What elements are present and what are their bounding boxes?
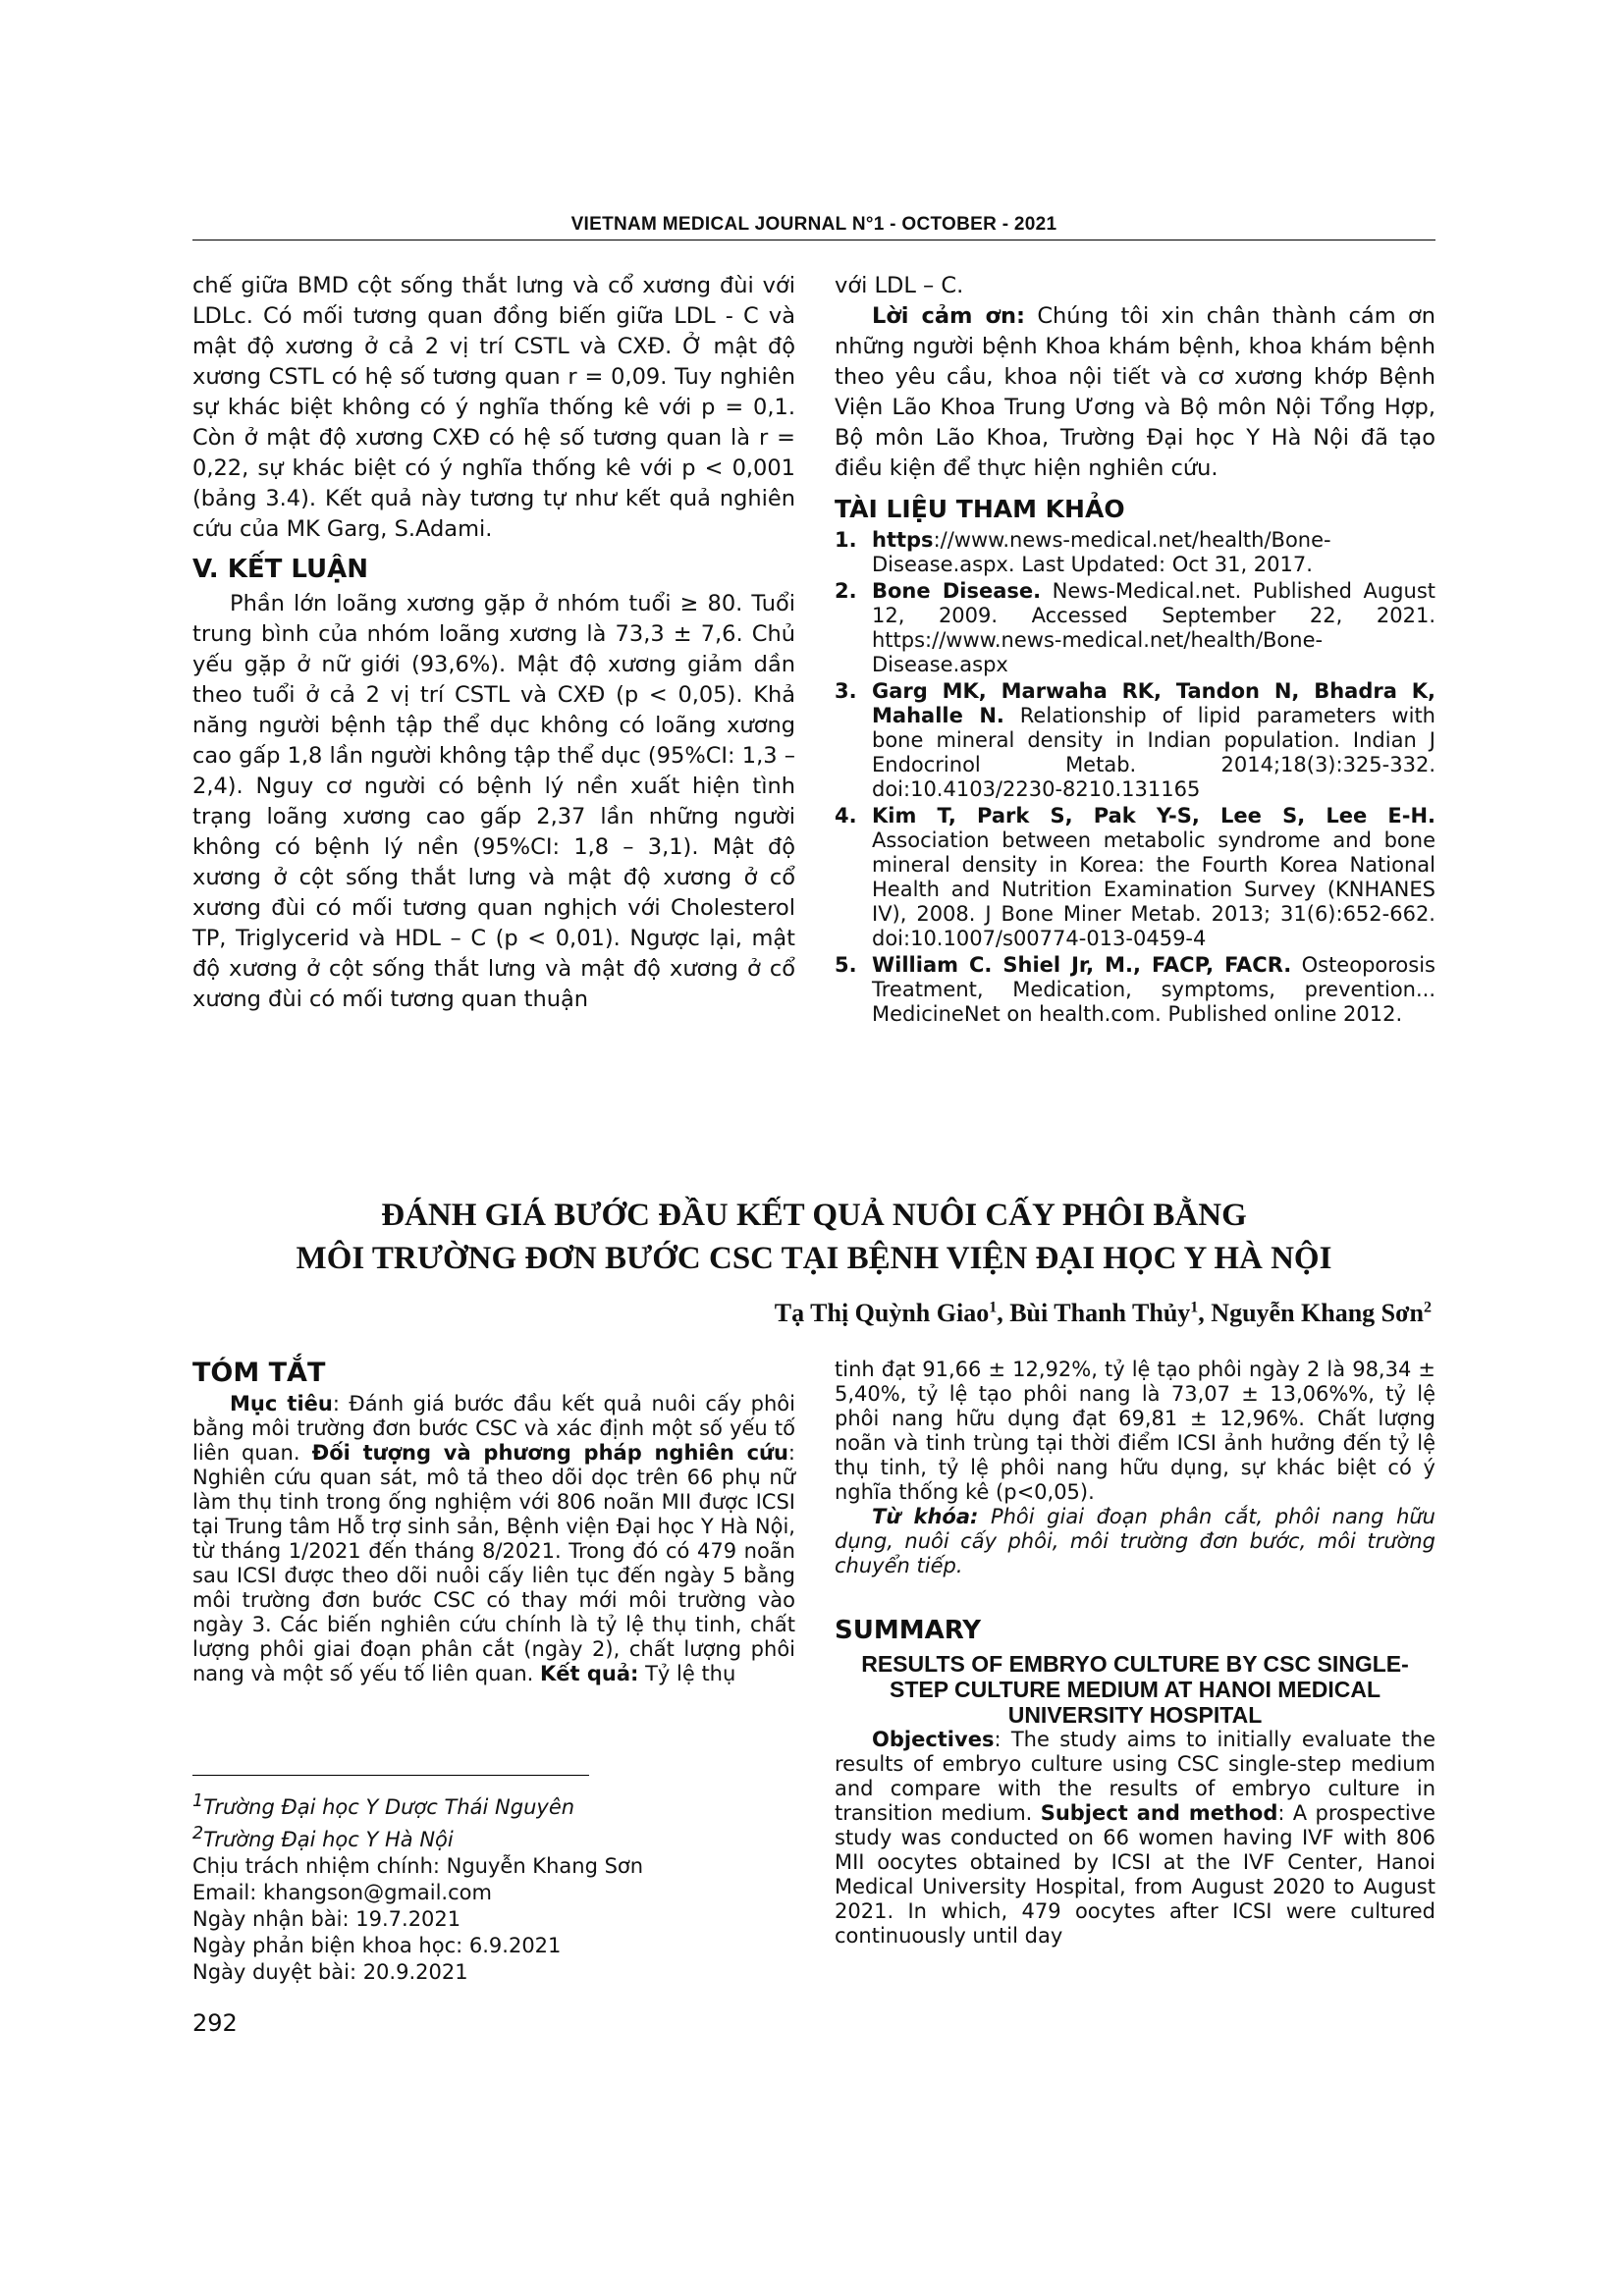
author-name: Nguyễn Khang Sơn — [1211, 1299, 1424, 1327]
journal-header: VIETNAM MEDICAL JOURNAL N°1 - OCTOBER - 2021 — [570, 214, 1057, 235]
received-date: Ngày nhận bài: 19.7.2021 — [192, 1907, 461, 1931]
footnotes — [192, 1789, 643, 1986]
reference-authors: Bone Disease. — [872, 579, 1042, 603]
page-number: 292 — [192, 2009, 238, 2037]
abstract-vi-continued — [835, 1358, 1435, 1578]
conclusion-paragraph: Phần lớn loãng xương gặp ở nhóm tuổi ≥ 80. Tuổi trung bình của nhóm loãng xương là 73,3 ± 7,6. Chủ yếu gặp ở nữ giới (93,6%). Mật độ xương giảm dần theo tuổi ở cả 2 vị trí CSTL và CXĐ (p < 0,05). Khả năng người bệnh tập thể dục không có loãng xương cao gấp 1,8 lần người không tập thể dục (95%CI: 1,3 – 2,4). Nguy cơ người có bệnh lý nền xuất hiện tình trạng loãng xương cao gấp 2,37 lần những người không có bệnh lý nền (95%CI: 1,8 – 3,1). Mật độ xương ở cột sống thắt lưng và mật độ xương ở cổ xương đùi có mối tương quan nghịch với Cholesterol TP, Triglycerid và HDL – C (p < 0,01). Ngược lại, mật độ xương ở cột sống thắt lưng và mật độ xương ở cổ xương đùi có mối tương quan thuận — [192, 591, 795, 1012]
summary-heading: SUMMARY — [835, 1616, 982, 1645]
objective-text: : Đánh giá bước đầu kết quả nuôi cấy phôi bằng môi trường đơn bước CSC và xác định một số yếu tố liên quan. — [192, 1392, 795, 1465]
top-left-column — [192, 271, 795, 1015]
article-title-line1: ĐÁNH GIÁ BƯỚC ĐẦU KẾT QUẢ NUÔI CẤY PHÔI BẰNG — [381, 1198, 1247, 1233]
reference-number: 5. — [835, 953, 857, 977]
author-affiliation: 2 — [1424, 1299, 1432, 1316]
reference-number: 4. — [835, 804, 857, 828]
reference-number: 2. — [835, 579, 857, 603]
reference-authors: Kim T, Park S, Pak Y-S, Lee S, Lee E-H. — [872, 804, 1435, 828]
abstract-heading: TÓM TẮT — [192, 1358, 326, 1388]
reference-item — [835, 579, 1435, 677]
method-text: : Nghiên cứu quan sát, mô tả theo dõi dọc trên 66 phụ nữ làm thụ tinh trong ống nghiệm với 806 noãn MII được ICSI tại Trung tâm Hỗ trợ sinh sản, Bệnh viện Đại học Y Hà Nội, từ tháng 1/2021 đến tháng 8/2021. Trong đó có 479 noãn sau ICSI được theo dõi nuôi cấy liên tục đến ngày 5 bằng môi trường đơn bước CSC có thay mới môi trường vào ngày 3. Các biến nghiên cứu chính là tỷ lệ thụ tinh, chất lượng phôi giai đoạn phân cắt (ngày 2), chất lượng phôi nang và một số yếu tố liên quan. — [192, 1441, 795, 1685]
subject-method-label: Subject and method — [1040, 1801, 1278, 1825]
review-date: Ngày phản biện khoa học: 6.9.2021 — [192, 1934, 562, 1957]
author-affiliation: 1 — [1190, 1299, 1199, 1316]
reference-item — [835, 679, 1435, 802]
reference-list — [835, 528, 1435, 1027]
reference-text: Relationship of lipid parameters with bone mineral density in Indian population. Indian J Endocrinol Metab. 2014;18(3):325-332. doi:10.4103/2230-8210.131165 — [872, 704, 1435, 801]
method-label: Đối tượng và phương pháp nghiên cứu — [311, 1441, 788, 1465]
keywords — [835, 1505, 1435, 1578]
affiliation-2-text: Trường Đại học Y Hà Nội — [203, 1828, 454, 1851]
abstract-vi-column — [192, 1358, 795, 1686]
acknowledgement-text: Chúng tôi xin chân thành cám ơn những người bệnh Khoa khám bệnh, khoa khám bệnh theo yêu cầu, khoa nội tiết và cơ xương khớp Bệnh Viện Lão Khoa Trung Ương và Bộ môn Nội Tổng Hợp, Bộ môn Lão Khoa, Trường Đại học Y Hà Nội đã tạo điều kiện để thực hiện nghiên cứu. — [835, 303, 1435, 481]
footnote-rule — [192, 1775, 589, 1776]
summary-en-column — [835, 1616, 1435, 1949]
reference-text: News-Medical.net. Published August 12, 2009. Accessed September 22, 2021. https://www.news-medical.net/health/Bone-Disease.aspx — [872, 579, 1436, 676]
reference-item — [835, 528, 1435, 577]
top-right-column — [835, 271, 1435, 1029]
author-affiliation: 1 — [989, 1299, 998, 1316]
objectives-label: Objectives — [872, 1728, 995, 1751]
discussion-end: với LDL – C. — [835, 273, 964, 298]
reference-authors: William C. Shiel Jr, M., FACP, FACR. — [872, 953, 1292, 977]
subject-method-text: : A prospective study was conducted on 66 women having IVF with 806 MII oocytes obtained by ICSI at the IVF Center, Hanoi Medical University Hospital, from August 2020 to August 2021. In which, 479 oocytes after ICSI were cultured continuously until day — [835, 1801, 1436, 1948]
author-separator: , — [997, 1299, 1010, 1327]
author-separator: , — [1198, 1299, 1212, 1327]
conclusion-heading: V. KẾT LUẬN — [192, 555, 369, 584]
reference-item — [835, 953, 1435, 1027]
reference-text: Osteoporosis Treatment, Medication, symptoms, prevention... MedicineNet on health.com. Published online 2012. — [872, 953, 1435, 1026]
reference-authors: https — [872, 528, 934, 552]
objective-label: Mục tiêu — [230, 1392, 333, 1415]
reference-text: Association between metabolic syndrome and bone mineral density in Korea: the Fourth Korea National Health and Nutrition Examination Survey (KNHANES IV), 2008. J Bone Miner Metab. 2013; 31(6):652-662. doi:10.1007/s00774-013-0459-4 — [872, 828, 1435, 950]
abstract-body — [192, 1392, 795, 1686]
objectives-text: : The study aims to initially evaluate the results of embryo culture using CSC single-step medium and compare with the results of embryo culture in transition medium. — [835, 1728, 1435, 1825]
result-text: Tỷ lệ thụ — [638, 1662, 736, 1685]
affiliation-1-text: Trường Đại học Y Dược Thái Nguyên — [203, 1795, 575, 1819]
accepted-date: Ngày duyệt bài: 20.9.2021 — [192, 1960, 468, 1984]
author-name: Bùi Thanh Thủy — [1009, 1299, 1191, 1327]
reference-text: ://www.news-medical.net/health/Bone-Disease.aspx. Last Updated: Oct 31, 2017. — [872, 528, 1331, 576]
acknowledgement — [835, 301, 1435, 484]
summary-body — [835, 1728, 1435, 1949]
summary-title: RESULTS OF EMBRYO CULTURE BY CSC SINGLE-STEP CULTURE MEDIUM AT HANOI MEDICAL UNIVERSITY HOSPITAL — [861, 1651, 1409, 1728]
reference-authors: Garg MK, Marwaha RK, Tandon N, Bhadra K, Mahalle N. — [872, 679, 1435, 727]
reference-number: 3. — [835, 679, 857, 703]
reference-item — [835, 804, 1435, 951]
result-label: Kết quả: — [539, 1662, 639, 1685]
references-heading: TÀI LIỆU THAM KHẢO — [835, 495, 1125, 523]
affiliation-1: $^1$Trường Đại học Y Dược Thái Nguyên — [192, 1791, 575, 1819]
responsible-author: Chịu trách nhiệm chính: Nguyễn Khang Sơn — [192, 1854, 644, 1878]
discussion-paragraph: chế giữa BMD cột sống thắt lưng và cổ xương đùi với LDLc. Có mối tương quan đồng biến giữa LDL - C và mật độ xương ở cả 2 vị trí CSTL và CXĐ. Ở mật độ xương CSTL có hệ số tương quan r = 0,09. Tuy nghiên sự khác biệt không có ý nghĩa thống kê với p = 0,1. Còn ở mật độ xương CXĐ có hệ số tương quan là r = 0,22, sự khác biệt có ý nghĩa thống kê với p < 0,001 (bảng 3.4). Kết quả này tương tự như kết quả nghiên cứu của MK Garg, S.Adami. — [192, 273, 795, 542]
author-name: Tạ Thị Quỳnh Giao — [774, 1299, 990, 1327]
reference-number: 1. — [835, 528, 857, 552]
keywords-text: Phôi giai đoạn phân cắt, phôi nang hữu dụng, nuôi cấy phôi, môi trường đơn bước, môi trường chuyển tiếp. — [835, 1505, 1435, 1577]
result-continued: tinh đạt 91,66 ± 12,92%, tỷ lệ tạo phôi ngày 2 là 98,34 ± 5,40%, tỷ lệ tạo phôi nang là 73,07 ± 13,06%%, tỷ lệ phôi nang hữu dụng đạt 69,81 ± 12,96%. Chất lượng noãn và tinh trùng tại thời điểm ICSI ảnh hưởng đến tỷ lệ thụ tinh, tỷ lệ phôi nang hữu dụng, sự khác biệt có ý nghĩa thống kê (p<0,05). — [835, 1358, 1435, 1504]
article-authors — [775, 1299, 1432, 1328]
keywords-label: Từ khóa: — [872, 1505, 979, 1528]
article-title-line2: MÔI TRƯỜNG ĐƠN BƯỚC CSC TẠI BỆNH VIỆN ĐẠI HỌC Y HÀ NỘI — [296, 1241, 1332, 1276]
affiliation-2: $^2$Trường Đại học Y Hà Nội — [192, 1824, 454, 1851]
email: Email: khangson@gmail.com — [192, 1881, 492, 1904]
acknowledgement-label: Lời cảm ơn: — [872, 303, 1025, 329]
